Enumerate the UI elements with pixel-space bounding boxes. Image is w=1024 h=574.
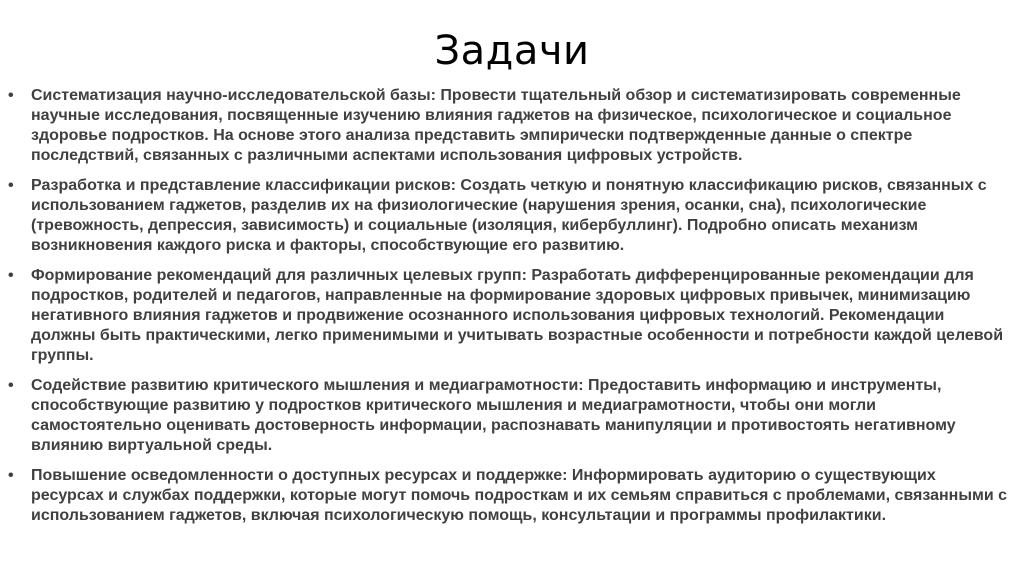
bullet-dot-icon: • xyxy=(8,267,14,284)
bullet-item-critical-thinking xyxy=(8,376,1010,456)
slide-title: Задачи xyxy=(434,28,590,74)
bullet-dot-icon: • xyxy=(8,87,14,104)
bullet-text: Систематизация научно-исследовательской базы: Провести тщательный обзор и систематизировать современные научные исследования, посвященные изучению влияния гаджетов на физическое, психологическое и социальное здоровье подростков. На основе этого анализа представить эмпирически подтвержденные данные о спектре последствий, связанных с различными аспектами использования цифровых устройств. xyxy=(31,87,961,164)
bullet-text: Повышение осведомленности о доступных ресурсах и поддержке: Информировать аудиторию о существующих ресурсах и службах поддержки, которые могут помочь подросткам и их семьям справиться с проблемами, связанными с использованием гаджетов, включая психологическую помощь, консультации и программы профилактики. xyxy=(31,467,1008,524)
bullet-dot-icon: • xyxy=(8,377,14,394)
bullet-item-risk-classification xyxy=(8,176,1010,256)
bullet-list xyxy=(8,86,1010,536)
bullet-text: Формирование рекомендаций для различных целевых групп: Разработать дифференцированные рекомендации для подростков, родителей и педагогов, направленные на формирование здоровых цифровых привычек, минимизацию негативного влияния гаджетов и продвижение осознанного использования цифровых технологий. Рекомендации должны быть практическими, легко применимыми и учитывать возрастные особенности и потребности каждой целевой группы. xyxy=(31,267,1004,364)
bullet-text: Разработка и представление классификации рисков: Создать четкую и понятную классификацию рисков, связанных с использованием гаджетов, разделив их на физиологические (нарушения зрения, осанки, сна), психологические (тревожность, депрессия, зависимость) и социальные (изоляция, кибербуллинг). Подробно описать механизм возникновения каждого риска и факторы, способствующие его развитию. xyxy=(31,177,987,254)
bullet-item-systematization xyxy=(8,86,1010,166)
bullet-item-recommendations xyxy=(8,266,1010,366)
bullet-text: Содействие развитию критического мышления и медиаграмотности: Предоставить информацию и инструменты, способствующие развитию у подростков критического мышления и медиаграмотности, чтобы они могли самостоятельно оценивать достоверность информации, распознавать манипуляции и противостоять негативному влиянию виртуальной среды. xyxy=(31,377,956,454)
bullet-item-awareness xyxy=(8,466,1010,526)
bullet-dot-icon: • xyxy=(8,177,14,194)
bullet-dot-icon: • xyxy=(8,467,14,484)
